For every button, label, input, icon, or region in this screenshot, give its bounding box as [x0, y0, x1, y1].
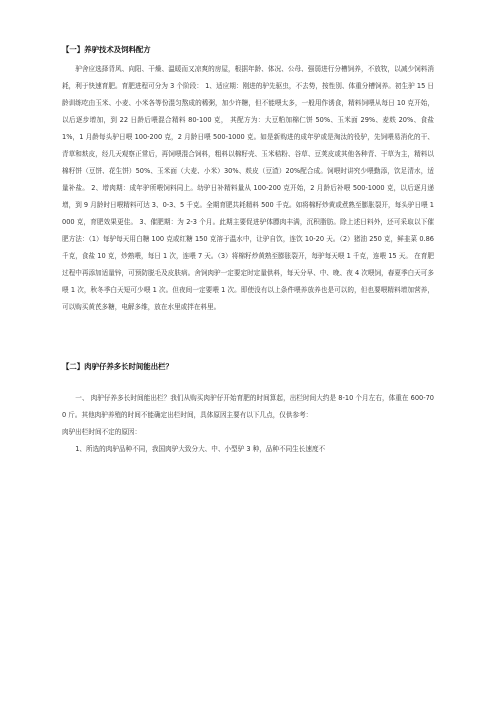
section-2-paragraph-3: 1、所选的肉驴品种不同，我国肉驴大致分大、中、小型驴 3 种，品种不同生长速度不: [75, 445, 326, 453]
section-1-body: 驴舍应选择背风、向阳、干燥、温暖而又凉爽的房屋，根据年龄、体况、公母、强弱进行分槽饲养，不放牧，以减少饲料消耗，利于快速育肥。育肥进程可分为 3 个阶段： 1、适应期：刚进的驴先驱虫，不去势，按性别、体重分槽饲养。初生驴 15 日龄训练吃由玉米、小麦、小米各等份混匀熬成的稀粥，加少许糖，但不能喂太多，一般用作诱食，精料饲喂从每日 10 克开始，以后逐步增加，到 22 日龄后喂混合精料 80-100 克， 其配方为：大豆粕加棉仁饼 50%、玉米面 29%、麦麸 20%、食盐 1%，1 月龄每头驴日喂 100-200 克，2 月龄日喂 500-1000 克。如是新购进的成年驴或是淘汰的役驴，先饲喂易消化的干、青草和麸皮，经几天观察正常后，再饲喂混合饲料，粗料以棉籽壳、玉米秸粉、谷草、豆荚皮或其他各种青、干草为主，精料以棉籽饼（豆饼、花生饼）50%、玉米面（大麦、小米）30%、麸皮（豆渣）20%配合成。饲喂时讲究少喂勤添，饮足清水，适量补盐。 2、增肉期：成年驴所喂饲料同上。幼驴日补精料量从 100-200 克开始，2 月龄后补喂 500-1000 克，以后逐月递增，到 9 月龄时日喂精料可达 3、0-3、5 千克。全期育肥共耗精料 500 千克。如将棉籽炒黄或煮熟至膨胀裂开，每头驴日喂 1000 克，育肥效果更佳。 3、催肥期：为 2-3 个月。此期主要促进驴体膘肉丰满，沉积脂肪。除上述日料外，还可采取以下催肥方法：（1）每驴每天用白糖 100 克或红糖 150 克溶于温水中，让驴自饮，连饮 10-20 天。（2）猪油 250 克，鲜韭菜 0.86 千克，食盐 10 克，炒熟喂，每日 1 次，连喂 7 天。（3）将棉籽炒黄熟至膨胀裂开，每驴每天喂 1 千克，连喂 15 天。 在育肥过程中再添加适量锌，可预防脱毛及皮肤病。舍饲肉驴一定要定时定量供料，每天分早、中、晚、夜 4 次喂饲，春夏季白天可多喂 1 次，秋冬季白天短可少喂 1 次。但夜间一定要喂 1 次。即使没有以上条件喂养放养也是可以的，但也要喂精料增加营养，可以购买黄芪多糖，电解多维，放在水里或拌在料里。: [62, 65, 434, 311]
section-2-paragraph-2: 肉驴出栏时间不定的原因：: [62, 428, 142, 436]
document-page: [62, 44, 434, 458]
section-1-heading: 【一】养驴技术及饲料配方: [62, 45, 151, 54]
section-2-heading: 【二】肉驴仔养多长时间能出栏？: [62, 362, 173, 371]
section-2-paragraph-1: 一、 肉驴仔养多长时间能出栏？我们从购买肉驴仔开始育肥的时间算起，出栏时间大约是 8-10 个月左右，体重在 600-700 斤。其他肉驴养殖的时间不能确定出栏时间，具体原因主要有以下几点，仅供参考：: [62, 394, 434, 419]
